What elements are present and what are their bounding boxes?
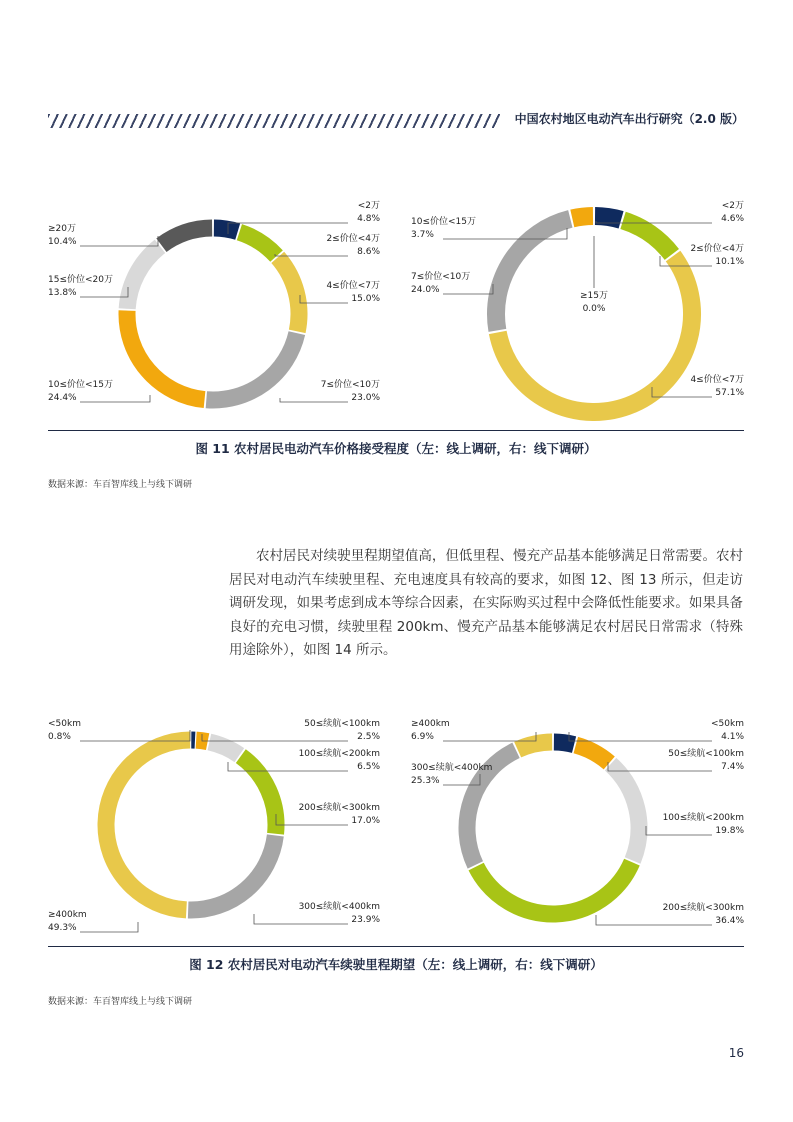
fig11-caption: 图 11 农村居民电动汽车价格接受程度（左：线上调研，右：线下调研） <box>195 441 597 456</box>
value-label-2: 19.8% <box>715 826 744 836</box>
header-hatch-bar <box>48 114 500 128</box>
category-label-6: ≥20万 <box>48 224 76 234</box>
leader-line-3 <box>443 284 493 294</box>
document-title: 中国农村地区电动汽车出行研究（2.0 版） <box>514 112 744 126</box>
donut-segment-3 <box>476 862 632 914</box>
category-label-2: 4≤价位<7万 <box>326 281 380 291</box>
value-label-0: 0.8% <box>48 732 71 742</box>
category-label-1: 2≤价位<4万 <box>690 244 744 254</box>
body-paragraph: 农村居民对续驶里程期望值高，但低里程、慢充产品基本能够满足日常需要。农村居民对电动汽车续驶里程、充电速度具有较高的要求，如图 12、图 13 所示，但走访调研发现，如果考虑到成本等综合因素，在实际购买过程中会降低性能要求。如果具备良好的充电习惯，续驶里程 200km、慢充产品基本能够满足农村居民日常需求（特殊用途除外），如图 14 所示。 <box>229 548 743 658</box>
category-label-5: 15≤价位<20万 <box>48 275 113 285</box>
category-label-0: <50km <box>711 719 744 729</box>
category-label-0: <2万 <box>357 201 380 211</box>
category-label-5: ≥15万 <box>580 291 608 301</box>
value-label-1: 7.4% <box>721 762 744 772</box>
category-label-3: 200≤续航<300km <box>298 803 380 813</box>
value-label-0: 4.8% <box>357 214 380 224</box>
value-label-3: 24.0% <box>411 285 440 295</box>
category-label-4: 300≤续航<400km <box>411 763 493 773</box>
value-label-5: 49.3% <box>48 923 77 933</box>
category-label-1: 50≤续航<100km <box>668 749 744 759</box>
value-label-4: 3.7% <box>411 230 434 240</box>
value-label-4: 25.3% <box>411 776 440 786</box>
value-label-5: 6.9% <box>411 732 434 742</box>
category-label-5: ≥400km <box>48 910 87 920</box>
category-label-1: 50≤续航<100km <box>304 719 380 729</box>
donut-segment-0 <box>554 742 574 745</box>
range-expectation-donut-offline <box>0 700 793 940</box>
category-label-4: 300≤续航<400km <box>298 902 380 912</box>
value-label-0: 4.6% <box>721 214 744 224</box>
donut-segment-2 <box>611 764 639 860</box>
fig11-divider <box>48 430 744 431</box>
value-label-3: 17.0% <box>351 816 380 826</box>
category-label-0: <50km <box>48 719 81 729</box>
value-label-5: 0.0% <box>582 304 606 314</box>
leader-line-0 <box>569 732 712 741</box>
fig12-divider <box>48 946 744 947</box>
price-acceptance-donut-offline <box>0 190 793 425</box>
category-label-2: 4≤价位<7万 <box>690 375 744 385</box>
category-label-3: 7≤价位<10万 <box>320 380 380 390</box>
category-label-4: 10≤价位<15万 <box>48 380 113 390</box>
fig12-caption: 图 12 农村居民对电动汽车续驶里程期望（左：线上调研，右：线下调研） <box>189 957 603 972</box>
category-label-3: 7≤价位<10万 <box>411 272 471 282</box>
value-label-4: 23.9% <box>351 915 380 925</box>
value-label-2: 57.1% <box>715 388 744 398</box>
category-label-5: ≥400km <box>411 719 450 729</box>
value-label-3: 23.0% <box>351 393 380 403</box>
value-label-2: 6.5% <box>357 762 380 772</box>
page-number: 16 <box>728 1046 744 1060</box>
category-label-1: 2≤价位<4万 <box>326 234 380 244</box>
donut-segment-0 <box>595 216 621 220</box>
donut-segment-3 <box>496 219 570 330</box>
fig11-source: 数据来源：车百智库线上与线下调研 <box>48 480 193 490</box>
value-label-6: 10.4% <box>48 237 77 247</box>
donut-segment-5 <box>518 742 552 750</box>
category-label-3: 200≤续航<300km <box>662 903 744 913</box>
donut-segment-1 <box>576 745 609 763</box>
value-label-4: 24.4% <box>48 393 77 403</box>
fig12-source: 数据来源：车百智库线上与线下调研 <box>48 997 193 1007</box>
value-label-2: 15.0% <box>351 294 380 304</box>
value-label-1: 10.1% <box>715 257 744 267</box>
leader-line-2 <box>646 826 712 835</box>
donut-segment-4 <box>572 216 593 218</box>
value-label-0: 4.1% <box>721 732 744 742</box>
category-label-2: 100≤续航<200km <box>298 749 380 759</box>
category-label-0: <2万 <box>721 201 744 211</box>
donut-segment-1 <box>623 220 672 254</box>
value-label-3: 36.4% <box>715 916 744 926</box>
value-label-1: 2.5% <box>357 732 380 742</box>
leader-line-3 <box>596 915 712 925</box>
value-label-1: 8.6% <box>357 247 380 257</box>
category-label-2: 100≤续航<200km <box>662 813 744 823</box>
value-label-5: 13.8% <box>48 288 77 298</box>
donut-segment-2 <box>498 256 692 412</box>
category-label-4: 10≤价位<15万 <box>411 217 476 227</box>
